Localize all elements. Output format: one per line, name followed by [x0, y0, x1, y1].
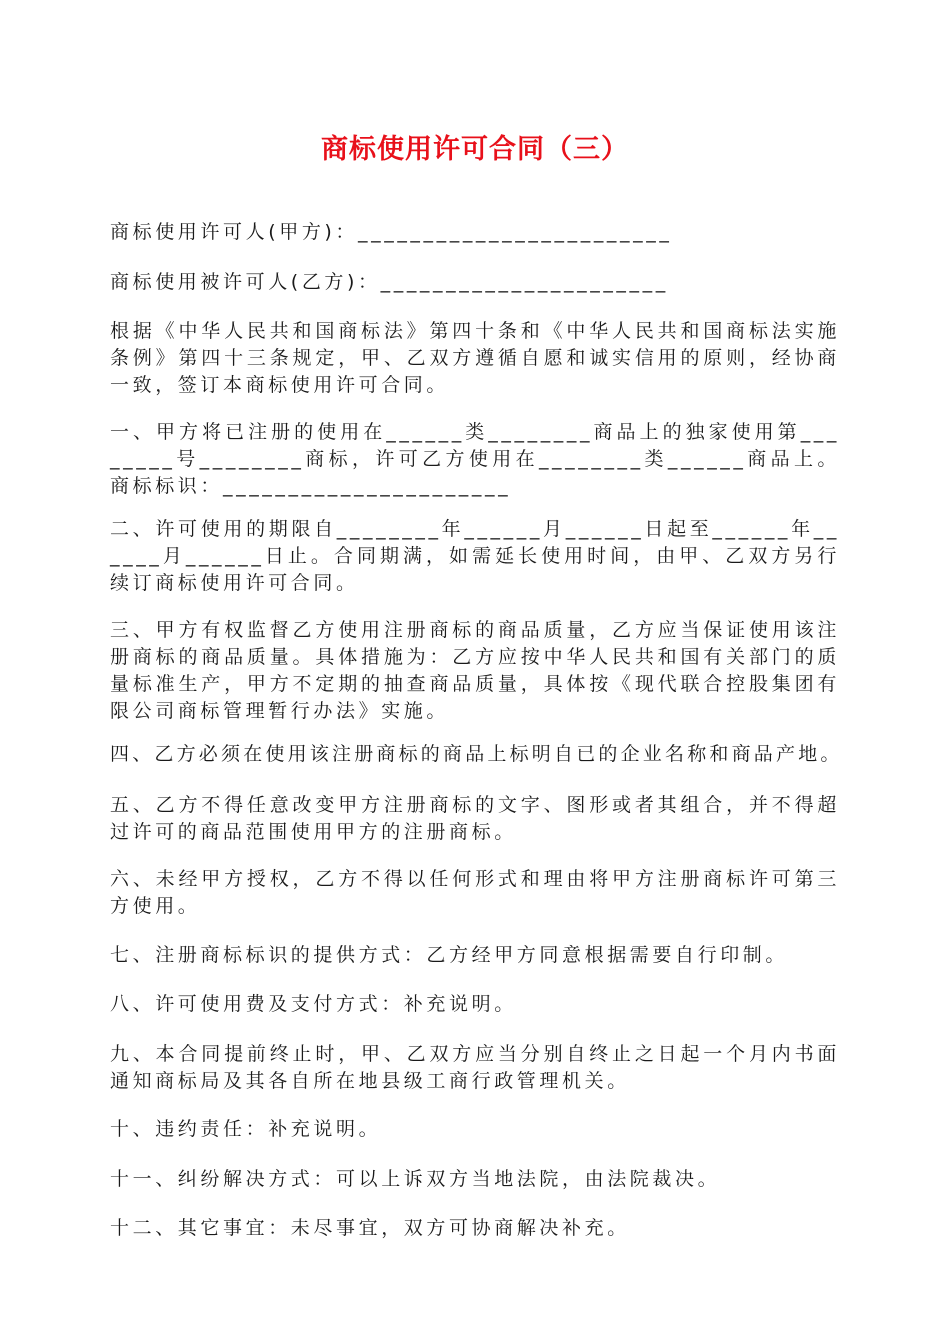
clause-3: 三、甲方有权监督乙方使用注册商标的商品质量，乙方应当保证使用该注册商标的商品质量。具体措施为：乙方应按中华人民共和国有关部门的质量标准生产，甲方不定期的抽查商品质量，具体按《现代联合控股集团有限公司商标管理暂行办法》实施。	[110, 619, 840, 722]
clause-4: 四、乙方必须在使用该注册商标的商品上标明自已的企业名称和商品产地。	[110, 743, 843, 765]
clause-2: 二、许可使用的期限自________年______月______日起至______年______月______日止。合同期满，如需延长使用时间，由甲、乙双方另行续订商标使用许可合同。	[110, 518, 840, 594]
clause-9: 九、本合同提前终止时，甲、乙双方应当分别自终止之日起一个月内书面通知商标局及其各自所在地县级工商行政管理机关。	[110, 1043, 840, 1092]
licensee-line: 商标使用被许可人(乙方)：______________________	[110, 271, 669, 293]
preamble: 根据《中华人民共和国商标法》第四十条和《中华人民共和国商标法实施条例》第四十三条规定，甲、乙双方遵循自愿和诚实信用的原则，经协商一致，签订本商标使用许可合同。	[110, 320, 840, 396]
clause-8: 八、许可使用费及支付方式：补充说明。	[110, 993, 517, 1015]
licensor-line: 商标使用许可人(甲方)：________________________	[110, 221, 673, 243]
clause-5: 五、乙方不得任意改变甲方注册商标的文字、图形或者其组合，并不得超过许可的商品范围使用甲方的注册商标。	[110, 794, 840, 843]
clause-6: 六、未经甲方授权，乙方不得以任何形式和理由将甲方注册商标许可第三方使用。	[110, 868, 840, 917]
document-title: 商标使用许可合同（三）	[321, 134, 629, 165]
clause-12: 十二、其它事宜：未尽事宜，双方可协商解决补充。	[110, 1217, 630, 1239]
clause-7: 七、注册商标标识的提供方式：乙方经甲方同意根据需要自行印制。	[110, 944, 789, 966]
clause-1: 一、甲方将已注册的使用在______类________商品上的独家使用第________号________商标，许可乙方使用在________类______商品上。商标标识：______________________	[110, 421, 840, 497]
clause-10: 十、违约责任：补充说明。	[110, 1118, 382, 1140]
clause-11: 十一、纠纷解决方式：可以上诉双方当地法院，由法院裁决。	[110, 1168, 721, 1190]
